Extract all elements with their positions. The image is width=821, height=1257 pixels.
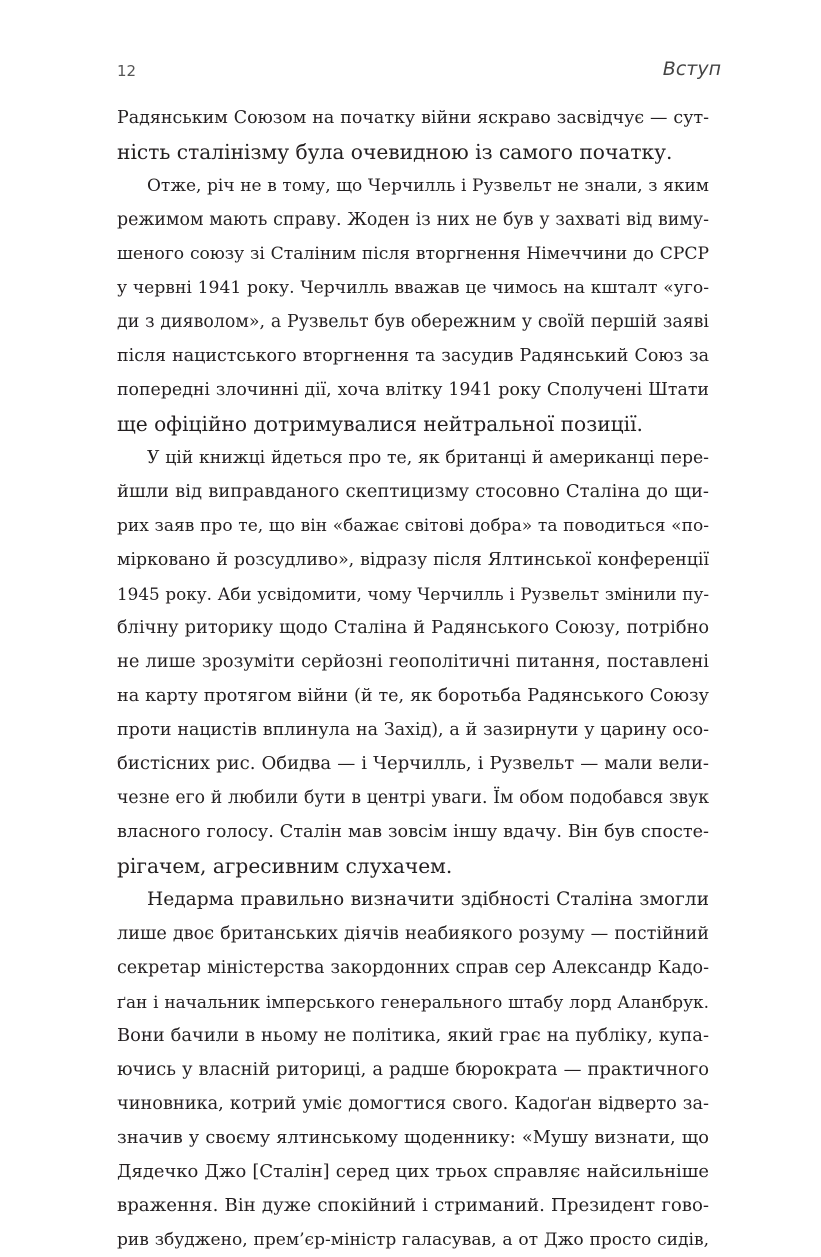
running-head <box>117 58 721 88</box>
text-line: попередні злочинні дії, хоча влітку 1941 року Сполучені Штати <box>117 380 709 400</box>
text-line: власного голосу. Сталін мав зовсім іншу вдачу. Він був спосте- <box>117 822 709 842</box>
text-line: не лише зрозуміти серйозні геополітичні питання, поставлені <box>117 651 709 672</box>
text-line: рих заяв про те, що він «бажає світові добра» та поводиться «по- <box>117 516 709 536</box>
text-line: Радянським Союзом на початку війни яскраво засвідчує — сут- <box>117 108 709 128</box>
text-line: Вони бачили в ньому не політика, який грає на публіку, купа- <box>117 1025 709 1046</box>
text-line: рігачем, агресивним слухачем. <box>117 854 453 878</box>
paragraph <box>117 101 709 169</box>
text-line: ди з дияволом», а Рузвельт був обережним у своїй першій заяві <box>117 312 709 332</box>
body-text <box>117 101 709 1257</box>
text-line: ючись у власній риториці, а радше бюрократа — практичного <box>117 1059 709 1080</box>
text-line: йшли від виправданого скептицизму стосовно Сталіна до щи- <box>117 481 709 502</box>
text-line: ще офіційно дотримувалися нейтральної позиції. <box>117 412 643 436</box>
text-line: режимом мають справу. Жоден із них не був у захваті від виму- <box>117 210 709 230</box>
text-line: 1945 року. Аби усвідомити, чому Черчилль і Рузвельт змінили пу- <box>117 584 709 604</box>
text-line: Дядечко Джо [Сталін] серед цих трьох справляє найсильніше <box>117 1161 709 1182</box>
paragraph <box>117 169 709 441</box>
text-line: секретар міністерства закордонних справ сер Александр Кадо- <box>117 958 709 978</box>
text-line: чиновника, котрий уміє домогтися свого. Кадоґан відверто за- <box>117 1094 709 1114</box>
paragraph <box>117 883 709 1257</box>
text-line: чезне его й любили бути в центрі уваги. Їм обом подобався звук <box>117 788 709 808</box>
text-line: значив у своєму ялтинському щоденнику: «Мушу визнати, що <box>117 1128 709 1148</box>
text-line: у червні 1941 року. Черчилль вважав це чимось на кшталт «уго- <box>117 278 709 298</box>
text-line: Недарма правильно визначити здібності Сталіна змогли <box>147 889 709 910</box>
page-number: 12 <box>117 62 137 80</box>
text-line: мірковано й розсудливо», відразу після Ялтинської конференції <box>117 550 709 570</box>
text-line: після нацистського вторгнення та засудив Радянський Союз за <box>117 346 709 366</box>
text-line: Отже, річ не в тому, що Черчилль і Рузвельт не знали, з яким <box>147 176 709 196</box>
text-line: шеного союзу зі Сталіним після вторгнення Німеччини до СРСР <box>117 244 709 264</box>
text-line: ність сталінізму була очевидною із самого початку. <box>117 140 673 164</box>
text-line: У цій книжці йдеться про те, як британці й американці пере- <box>147 448 709 468</box>
text-line: блічну риторику щодо Сталіна й Радянського Союзу, потрібно <box>117 618 709 638</box>
text-line: враження. Він дуже спокійний і стриманий. Президент гово- <box>117 1195 709 1216</box>
text-line: бистісних рис. Обидва — і Черчилль, і Рузвельт — мали вели- <box>117 753 709 774</box>
text-line: на карту протягом війни (й те, як боротьба Радянського Союзу <box>117 686 709 706</box>
chapter-title: Вступ <box>662 58 721 80</box>
text-line: проти нацистів вплинула на Захід), а й зазирнути у царину осо- <box>117 720 709 740</box>
text-line: ґан і начальник імперського генерального штабу лорд Аланбрук. <box>117 992 709 1012</box>
paragraph <box>117 441 709 883</box>
text-line: рив збуджено, прем’єр-міністр галасував, а от Джо просто сидів, <box>117 1230 709 1250</box>
text-line: лише двоє британських діячів неабиякого розуму — постійний <box>117 924 709 944</box>
